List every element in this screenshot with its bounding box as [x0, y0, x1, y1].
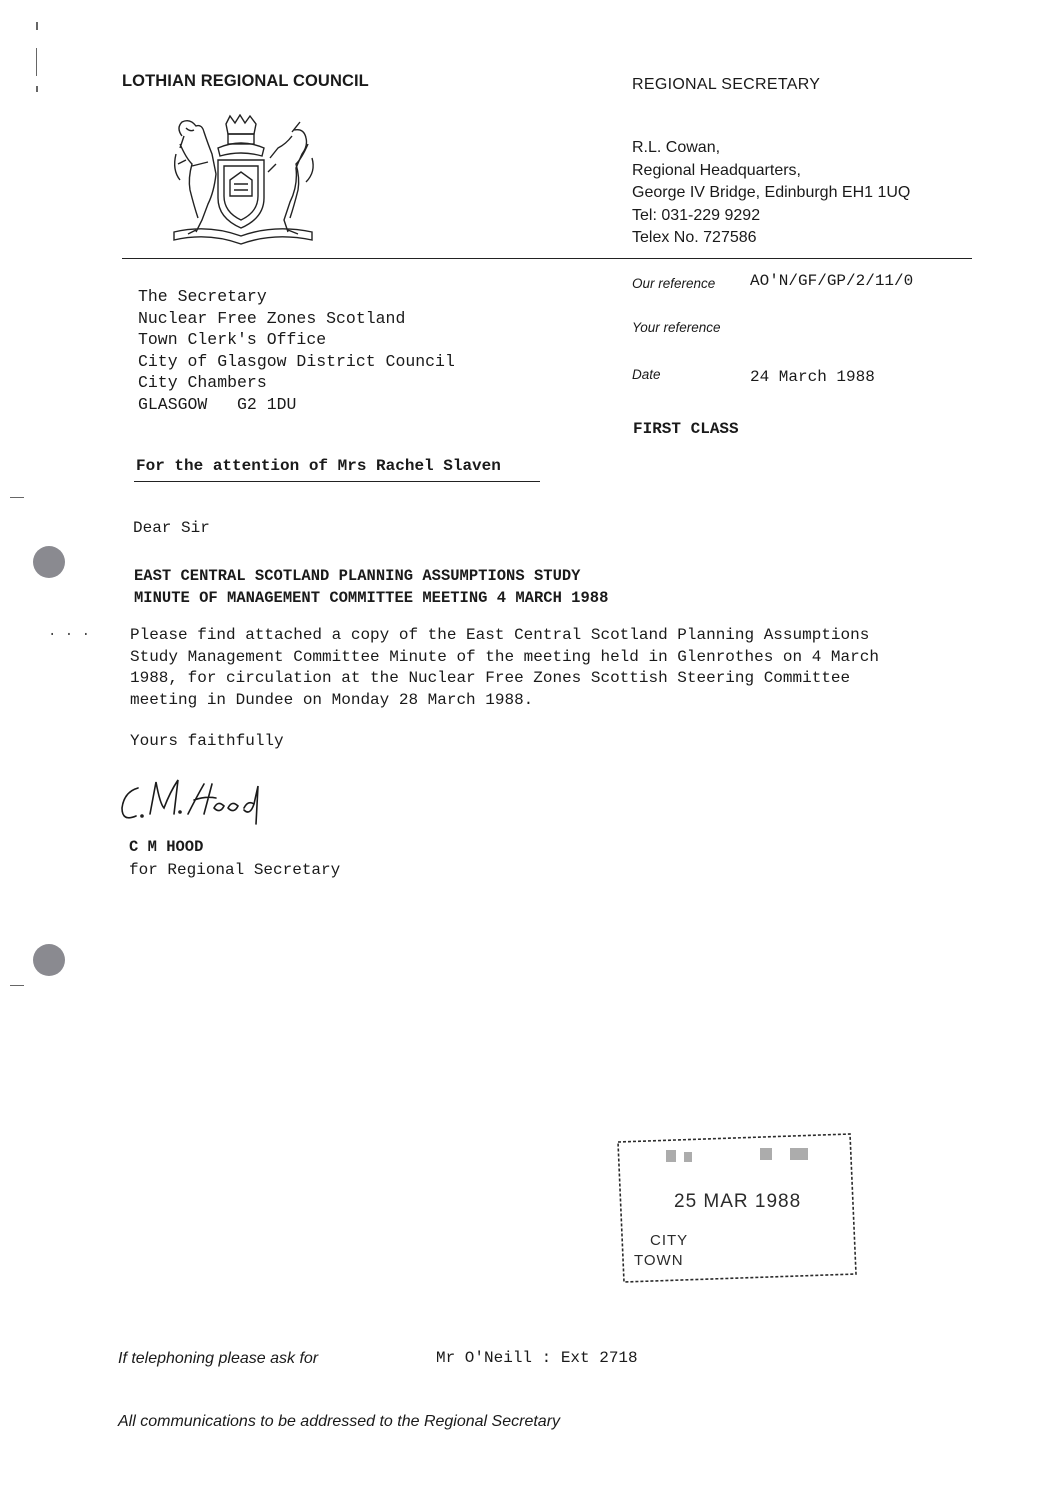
stamp-line-2: TOWN: [634, 1252, 684, 1269]
address-block: [632, 137, 910, 250]
address-line: Regional Headquarters,: [632, 161, 801, 179]
crest-icon: [168, 114, 318, 246]
salutation: Dear Sir: [133, 519, 210, 537]
signer-name: C M HOOD: [129, 838, 204, 856]
your-reference-label: Your reference: [632, 320, 721, 335]
subject-line: MINUTE OF MANAGEMENT COMMITTEE MEETING 4 MARCH 1988: [134, 589, 609, 607]
attention-underline: [134, 481, 540, 482]
recipient-line: Town Clerk's Office: [138, 330, 327, 350]
date-value: 24 March 1988: [750, 368, 875, 386]
recipient-line: City Chambers: [138, 373, 267, 393]
council-name: LOTHIAN REGIONAL COUNCIL: [122, 72, 369, 90]
department-title: REGIONAL SECRETARY: [632, 76, 821, 93]
subject-line: EAST CENTRAL SCOTLAND PLANNING ASSUMPTIONS STUDY: [134, 567, 581, 585]
body-line: 1988, for circulation at the Nuclear Free Zones Scottish Steering Committee: [130, 669, 851, 687]
letter-body: [130, 625, 970, 711]
margin-mark-top: [36, 22, 38, 30]
body-line: Study Management Committee Minute of the meeting held in Glenrothes on 4 March: [130, 647, 879, 666]
recipient-line: Nuclear Free Zones Scotland: [138, 308, 406, 328]
recipient-line: The Secretary: [138, 287, 267, 306]
margin-tick-2: [10, 985, 24, 986]
recipient-address: [138, 286, 455, 416]
attention-line: For the attention of Mrs Rachel Slaven: [136, 457, 501, 475]
closing: Yours faithfully: [130, 732, 284, 750]
recipient-line: City of Glasgow District Council: [138, 351, 455, 371]
margin-tick-1: [10, 497, 24, 498]
date-label: Date: [632, 367, 661, 382]
margin-mark-top-3: [36, 86, 38, 92]
stamp-line-1: CITY: [650, 1232, 689, 1249]
body-line: Please find attached a copy of the East Central Scotland Planning Assumptions: [130, 626, 870, 644]
address-line: George IV Bridge, Edinburgh EH1 1UQ: [632, 184, 911, 201]
subject-heading: [134, 565, 608, 609]
address-line: Tel: 031-229 9292: [632, 206, 761, 224]
punch-hole-icon: [33, 546, 65, 578]
telephone-contact: Mr O'Neill : Ext 2718: [436, 1349, 638, 1367]
communications-note: All communications to be addressed to the Regional Secretary: [118, 1413, 561, 1430]
recipient-line: GLASGOW G2 1DU: [138, 394, 297, 414]
delivery-class: FIRST CLASS: [633, 420, 739, 438]
stamp-date: 25 MAR 1988: [674, 1191, 802, 1212]
body-line: meeting in Dundee on Monday 28 March 1988.: [130, 690, 534, 709]
punch-hole-icon: [33, 944, 65, 976]
our-reference-label: Our reference: [632, 276, 716, 291]
address-line: Telex No. 727586: [632, 229, 757, 246]
signature-icon: [116, 774, 276, 832]
margin-dots: . . .: [48, 624, 91, 640]
signer-role: for Regional Secretary: [129, 861, 341, 879]
received-stamp-icon: [610, 1130, 862, 1285]
telephone-label: If telephoning please ask for: [118, 1350, 319, 1367]
address-line: R.L. Cowan,: [632, 139, 721, 156]
our-reference-value: AO'N/GF/GP/2/11/0: [750, 272, 914, 290]
header-divider: [122, 258, 972, 259]
margin-mark-top-2: [36, 48, 37, 76]
